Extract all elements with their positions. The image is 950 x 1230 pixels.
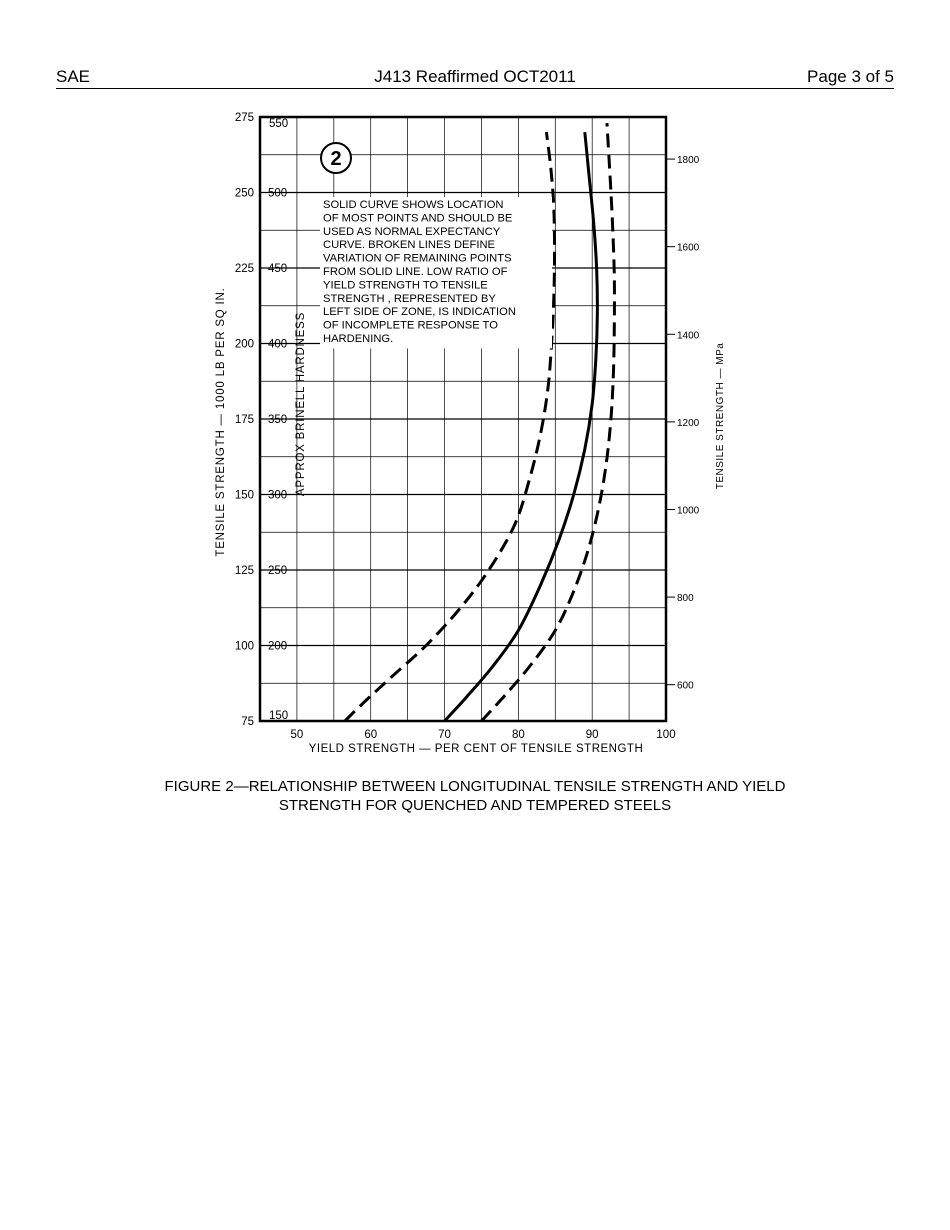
y-tick-label: 250 xyxy=(234,187,254,200)
y2-tick-label: 600 xyxy=(677,680,694,692)
x-tick-label: 100 xyxy=(656,729,676,741)
hardness-tick-label: 200 xyxy=(268,640,288,653)
annotation-line: YIELD STRENGTH TO TENSILE xyxy=(323,279,488,292)
header-right: Page 3 of 5 xyxy=(807,67,894,86)
annotation-line: OF INCOMPLETE RESPONSE TO xyxy=(323,319,498,332)
hardness-tick-label: 400 xyxy=(268,338,288,351)
hardness-axis-label: APPROX BRINELL HARDNESS xyxy=(295,311,307,497)
y-tick-label: 125 xyxy=(234,565,254,577)
x-tick-label: 50 xyxy=(290,729,304,741)
caption-line-1: FIGURE 2—RELATIONSHIP BETWEEN LONGITUDINAL TENSILE STRENGTH AND YIELD xyxy=(164,778,786,795)
y2-tick-label: 1800 xyxy=(677,155,700,167)
y-tick-label: 150 xyxy=(234,489,254,502)
x-axis-label: YIELD STRENGTH — PER CENT OF TENSILE STRENGTH xyxy=(308,743,644,755)
y-tick-label: 200 xyxy=(234,338,254,351)
y2-tick-label: 800 xyxy=(677,593,694,605)
chart-annotation xyxy=(323,199,516,345)
y-tick-label: 100 xyxy=(234,640,254,653)
hardness-tick-label: 500 xyxy=(268,187,288,200)
annotation-line: STRENGTH , REPRESENTED BY xyxy=(323,292,496,305)
annotation-line: CURVE. BROKEN LINES DEFINE xyxy=(323,239,495,252)
figure-caption xyxy=(100,777,850,815)
hardness-tick-label: 450 xyxy=(268,263,288,275)
y2-axis-label: TENSILE STRENGTH — MPa xyxy=(715,342,726,490)
y-tick-label: 225 xyxy=(234,263,254,275)
annotation-line: SOLID CURVE SHOWS LOCATION xyxy=(323,199,504,211)
y-axis-label: TENSILE STRENGTH — 1000 LB PER SQ IN. xyxy=(215,287,227,557)
header-center: J413 Reaffirmed OCT2011 xyxy=(374,67,576,86)
y-tick-label: 75 xyxy=(241,716,254,728)
y2-tick-label: 1400 xyxy=(677,330,700,342)
caption-line-2: STRENGTH FOR QUENCHED AND TEMPERED STEELS xyxy=(278,797,672,814)
header-left: SAE xyxy=(56,67,91,86)
hardness-tick-label: 150 xyxy=(269,709,289,722)
figure-number: 2 xyxy=(330,148,342,170)
x-tick-label: 70 xyxy=(438,729,451,741)
annotation-line: HARDENING. xyxy=(323,333,394,345)
y-tick-label: 275 xyxy=(234,112,254,124)
y-tick-label: 175 xyxy=(234,414,254,426)
annotation-line: FROM SOLID LINE. LOW RATIO OF xyxy=(323,266,508,278)
hardness-tick-label: 550 xyxy=(269,118,289,131)
hardness-tick-label: 350 xyxy=(268,414,288,426)
annotation-line: LEFT SIDE OF ZONE, IS INDICATION xyxy=(323,306,516,319)
hardness-tick-label: 300 xyxy=(268,489,288,502)
annotation-line: USED AS NORMAL EXPECTANCY xyxy=(323,225,501,238)
hardness-tick-label: 250 xyxy=(268,565,288,577)
x-tick-label: 80 xyxy=(511,729,525,741)
y2-tick-label: 1000 xyxy=(677,505,700,517)
annotation-line: VARIATION OF REMAINING POINTS xyxy=(323,252,512,265)
annotation-line: OF MOST POINTS AND SHOULD BE xyxy=(323,212,513,225)
x-tick-label: 60 xyxy=(364,729,378,741)
y2-tick-label: 1600 xyxy=(677,242,700,254)
y2-tick-label: 1200 xyxy=(677,417,700,429)
x-tick-label: 90 xyxy=(585,729,599,741)
